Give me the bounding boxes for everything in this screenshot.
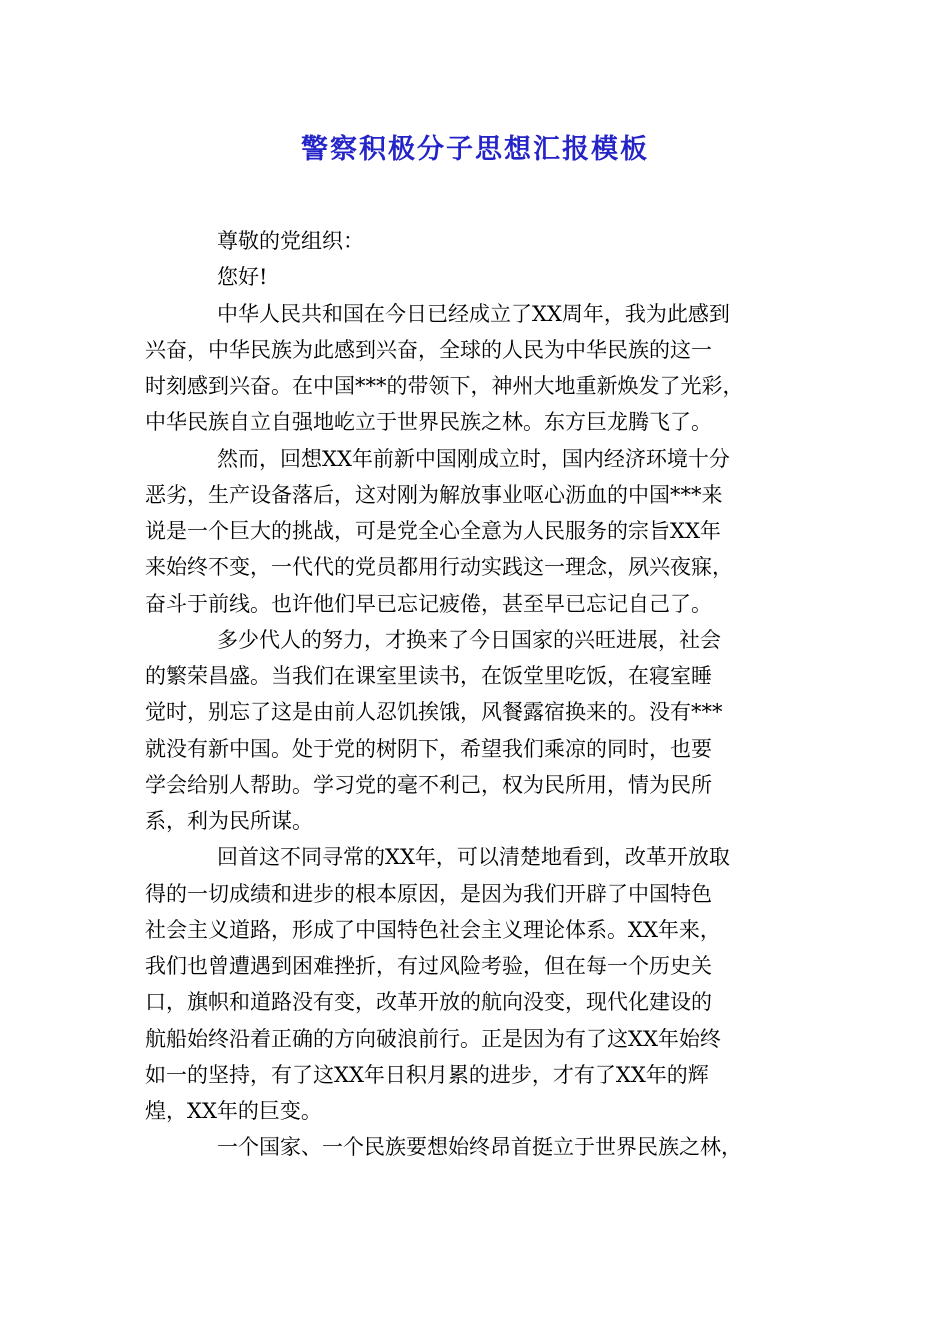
text-line: 得的一切成绩和进步的根本原因，是因为我们开辟了中国特色 [145,881,712,906]
text-line: 口，旗帜和道路没有变，改革开放的航向没变，现代化建设的 [145,990,712,1015]
text-line: 学会给别人帮助。学习党的毫不利己，权为民所用，情为民所 [145,772,712,797]
text-line: 然而，回想XX年前新中国刚成立时，国内经济环境十分 [217,446,730,471]
text-line: 的繁荣昌盛。当我们在课室里读书，在饭堂里吃饭，在寝室睡 [145,664,712,688]
text-line: 多少代人的努力，才换来了今日国家的兴旺进展，社会 [217,627,721,652]
text-line: 您好! [217,265,268,290]
text-line: 尊敬的党组织： [217,229,364,253]
text-line: 煌，XX年的巨变。 [145,1099,322,1123]
text-line: 时刻感到兴奋。在中国***的带领下，神州大地重新焕发了光彩， [145,374,744,398]
document-body [145,223,815,1166]
text-line: 中华民族自立自强地屹立于世界民族之林。东方巨龙腾飞了。 [145,410,712,435]
text-line: 社会主义道路，形成了中国特色社会主义理论体系。XX年来， [145,917,721,942]
text-line: 奋斗于前线。也许他们早已忘记疲倦，甚至早已忘记自己了。 [145,591,712,616]
text-line: 系，利为民所谋。 [145,809,313,833]
text-line: 如一的坚持，有了这XX年日积月累的进步，才有了XX年的辉 [145,1062,709,1087]
document-title: 警察积极分子思想汇报模板 [301,134,649,165]
text-line: 我们也曾遭遇到困难挫折，有过风险考验，但在每一个历史关 [145,954,712,978]
text-line: 就没有新中国。处于党的树阴下，希望我们乘凉的同时，也要 [145,736,712,761]
text-line: 回首这不同寻常的XX年，可以清楚地看到，改革开放取 [217,845,730,870]
text-line: 航船始终沿着正确的方向破浪前行。正是因为有了这XX年始终 [145,1026,721,1051]
text-line: 中华人民共和国在今日已经成立了XX周年，我为此感到 [217,301,730,326]
text-line: 一个国家、一个民族要想始终昂首挺立于世界民族之林， [217,1135,742,1160]
text-line: 兴奋，中华民族为此感到兴奋，全球的人民为中华民族的这一 [145,337,712,362]
text-line: 说是一个巨大的挑战，可是党全心全意为人民服务的宗旨XX年 [145,519,721,543]
text-line: 恶劣，生产设备落后，这对刚为解放事业呕心沥血的中国***来 [145,482,723,507]
text-line: 来始终不变，一代代的党员都用行动实践这一理念，夙兴夜寐， [145,555,733,580]
text-line: 觉时，别忘了这是由前人忍饥挨饿，风餐露宿换来的。没有*** [145,700,723,725]
